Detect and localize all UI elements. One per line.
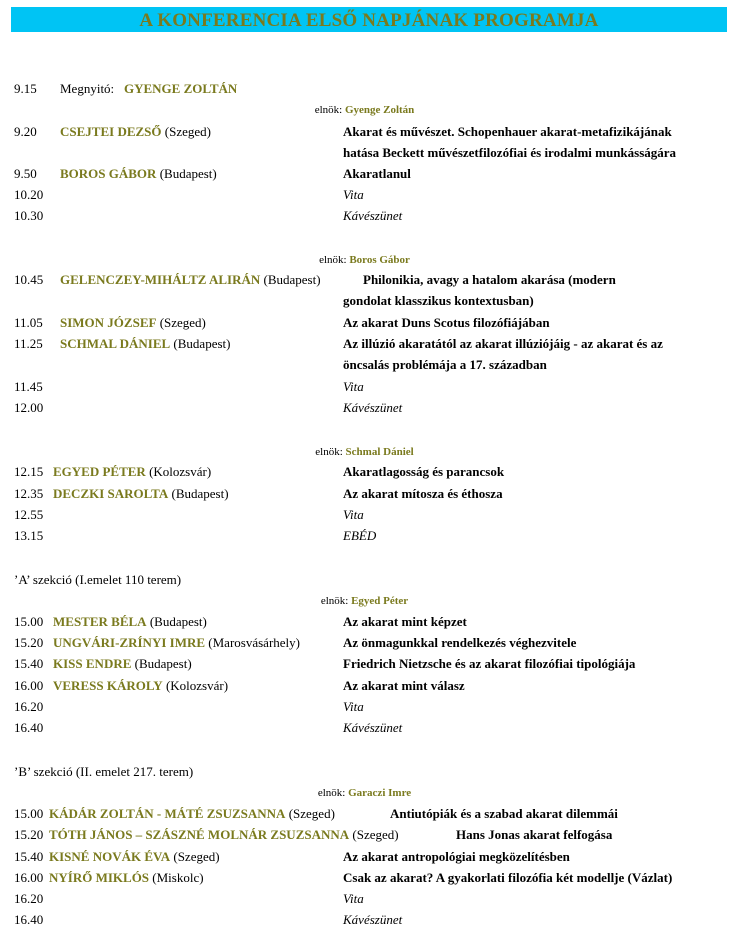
time: 9.20 xyxy=(14,124,37,139)
speaker-name: GYENGE ZOLTÁN xyxy=(124,81,238,96)
program-row xyxy=(0,504,729,525)
chair-name: Schmal Dániel xyxy=(345,446,414,458)
program-row-continued xyxy=(0,290,729,311)
program-row xyxy=(0,611,729,632)
break-note: Kávészünet xyxy=(343,912,403,927)
time: 13.15 xyxy=(14,528,44,543)
section-title: ’B’ szekció (II. emelet 217. terem) xyxy=(14,764,194,779)
speaker-city: (Miskolc) xyxy=(152,870,204,885)
time: 15.20 xyxy=(14,827,44,842)
program-row xyxy=(0,205,729,226)
chair-label: elnök: xyxy=(314,104,343,116)
chair-label: elnök: xyxy=(315,446,343,458)
speaker-city: (Budapest) xyxy=(171,486,229,501)
speaker-city: (Budapest) xyxy=(149,614,207,629)
time: 11.05 xyxy=(14,315,43,330)
break-note: EBÉD xyxy=(343,528,377,543)
program-row xyxy=(0,696,729,717)
speaker-name: SCHMAL DÁNIEL xyxy=(60,336,171,351)
program-row xyxy=(0,824,729,845)
talk-title: Antiutópiák és a szabad akarat dilemmái xyxy=(390,806,618,821)
talk-title: Az illúzió akaratától az akarat illúziójáig - az akarat és az xyxy=(343,336,663,351)
break-note: Vita xyxy=(343,187,364,202)
time: 16.20 xyxy=(14,891,44,906)
speaker-name: BOROS GÁBOR xyxy=(60,166,157,181)
speaker-name: SIMON JÓZSEF xyxy=(60,315,157,330)
talk-title: Philonikia, avagy a hatalom akarása (modern xyxy=(363,272,616,287)
time: 11.45 xyxy=(14,379,43,394)
speaker-city: (Budapest) xyxy=(134,656,192,671)
speaker-name: DECZKI SAROLTA xyxy=(53,486,169,501)
speaker-name: KÁDÁR ZOLTÁN - MÁTÉ ZSUZSANNA xyxy=(49,806,286,821)
speaker-city: (Kolozsvár) xyxy=(165,678,229,693)
time: 15.40 xyxy=(14,656,44,671)
speaker-name: UNGVÁRI-ZRÍNYI IMRE xyxy=(53,635,206,650)
program-row xyxy=(0,717,729,738)
speaker-city: (Szeged) xyxy=(173,849,220,864)
speaker-name: GELENCZEY-MIHÁLTZ ALIRÁN xyxy=(60,272,261,287)
program-row xyxy=(0,312,729,333)
speaker-city: (Budapest) xyxy=(173,336,231,351)
talk-title-continued: öncsalás problémája a 17. században xyxy=(343,357,547,372)
program-row xyxy=(0,632,729,653)
talk-title: Csak az akarat? A gyakorlati filozófia két modellje (Vázlat) xyxy=(343,870,673,885)
speaker-name: KISS ENDRE xyxy=(53,656,132,671)
time: 16.00 xyxy=(14,678,44,693)
talk-title-continued: gondolat klasszikus kontextusban) xyxy=(343,293,534,308)
program-row xyxy=(0,653,729,674)
time: 16.20 xyxy=(14,699,44,714)
break-note: Kávészünet xyxy=(343,208,403,223)
section-heading xyxy=(0,761,729,782)
speaker-city: (Kolozsvár) xyxy=(149,464,212,479)
talk-title: Az akarat mint képzet xyxy=(343,614,467,629)
break-note: Vita xyxy=(343,891,364,906)
talk-title: Az akarat mint válasz xyxy=(343,678,465,693)
chair-line xyxy=(0,784,729,802)
break-note: Kávészünet xyxy=(343,400,403,415)
program-row xyxy=(0,163,729,184)
talk-title: Akarat és művészet. Schopenhauer akarat-metafizikájának xyxy=(343,124,672,139)
speaker-name: TÓTH JÁNOS – SZÁSZNÉ MOLNÁR ZSUZSANNA xyxy=(49,827,350,842)
speaker-city: (Marosvásárhely) xyxy=(208,635,300,650)
program-row xyxy=(0,909,729,930)
chair-line xyxy=(0,443,729,461)
program-row xyxy=(0,333,729,354)
section-heading xyxy=(0,569,729,590)
speaker-city: (Szeged) xyxy=(352,827,399,842)
talk-title: Hans Jonas akarat felfogása xyxy=(456,827,613,842)
time: 10.45 xyxy=(14,272,44,287)
program-row xyxy=(0,121,729,142)
chair-label: elnök: xyxy=(319,254,347,266)
time: 15.00 xyxy=(14,806,44,821)
time: 15.00 xyxy=(14,614,44,629)
chair-name: Egyed Péter xyxy=(351,595,409,607)
talk-title: Akaratlagosság és parancsok xyxy=(343,464,505,479)
page-title: A KONFERENCIA ELSŐ NAPJÁNAK PROGRAMJA xyxy=(11,7,727,32)
time: 15.40 xyxy=(14,849,44,864)
chair-name: Boros Gábor xyxy=(349,254,410,266)
time: 11.25 xyxy=(14,336,43,351)
opening-row xyxy=(0,78,729,99)
time: 9.50 xyxy=(14,166,37,181)
speaker-city: (Szeged) xyxy=(288,806,335,821)
chair-line xyxy=(0,101,729,119)
break-note: Vita xyxy=(343,507,364,522)
speaker-name: NYÍRŐ MIKLÓS xyxy=(49,870,150,885)
time: 16.40 xyxy=(14,912,44,927)
talk-title-continued: hatása Beckett művészetfilozófiai és irodalmi munkásságára xyxy=(343,145,677,160)
section-title: ’A’ szekció (I.emelet 110 terem) xyxy=(14,572,182,587)
program-row xyxy=(0,461,729,482)
break-note: Vita xyxy=(343,699,364,714)
talk-title: Az önmagunkkal rendelkezés véghezvitele xyxy=(343,635,577,650)
chair-label: elnök: xyxy=(317,787,346,799)
time: 10.20 xyxy=(14,187,44,202)
speaker-city: (Szeged) xyxy=(159,315,206,330)
program-row xyxy=(0,888,729,909)
program-row xyxy=(0,184,729,205)
speaker-name: KISNÉ NOVÁK ÉVA xyxy=(49,849,171,864)
time: 10.30 xyxy=(14,208,44,223)
time: 12.15 xyxy=(14,464,44,479)
program-row xyxy=(0,846,729,867)
program-row xyxy=(0,803,729,824)
break-note: Vita xyxy=(343,379,364,394)
time: 16.00 xyxy=(14,870,44,885)
talk-title: Az akarat Duns Scotus filozófiájában xyxy=(343,315,550,330)
speaker-name: VERESS KÁROLY xyxy=(53,678,163,693)
speaker-name: MESTER BÉLA xyxy=(53,614,147,629)
program-row xyxy=(0,867,729,888)
program-row xyxy=(0,525,729,546)
program-row xyxy=(0,269,729,290)
chair-name: Garaczi Imre xyxy=(348,787,412,799)
talk-title: Az akarat mítosza és éthosza xyxy=(343,486,503,501)
talk-title: Az akarat antropológiai megközelítésben xyxy=(343,849,570,864)
break-note: Kávészünet xyxy=(343,720,403,735)
speaker-name: EGYED PÉTER xyxy=(53,464,146,479)
program-row xyxy=(0,483,729,504)
program-row-continued xyxy=(0,354,729,375)
time: 12.55 xyxy=(14,507,44,522)
chair-label: elnök: xyxy=(320,595,349,607)
chair-line xyxy=(0,592,729,610)
program-row xyxy=(0,397,729,418)
speaker-city: (Szeged) xyxy=(164,124,211,139)
chair-name: Gyenge Zoltán xyxy=(344,104,415,116)
talk-title: Akaratlanul xyxy=(343,166,411,181)
speaker-name: CSEJTEI DEZSŐ xyxy=(60,124,162,139)
time: 12.00 xyxy=(14,400,44,415)
opening-label: Megnyitó: xyxy=(60,81,115,96)
program-row-continued xyxy=(0,142,729,163)
time: 9.15 xyxy=(14,81,37,96)
time: 12.35 xyxy=(14,486,44,501)
chair-line xyxy=(0,251,729,269)
program-row xyxy=(0,675,729,696)
speaker-city: (Budapest) xyxy=(263,272,321,287)
time: 16.40 xyxy=(14,720,44,735)
program-row xyxy=(0,376,729,397)
time: 15.20 xyxy=(14,635,44,650)
speaker-city: (Budapest) xyxy=(159,166,217,181)
talk-title: Friedrich Nietzsche és az akarat filozófiai tipológiája xyxy=(343,656,636,671)
